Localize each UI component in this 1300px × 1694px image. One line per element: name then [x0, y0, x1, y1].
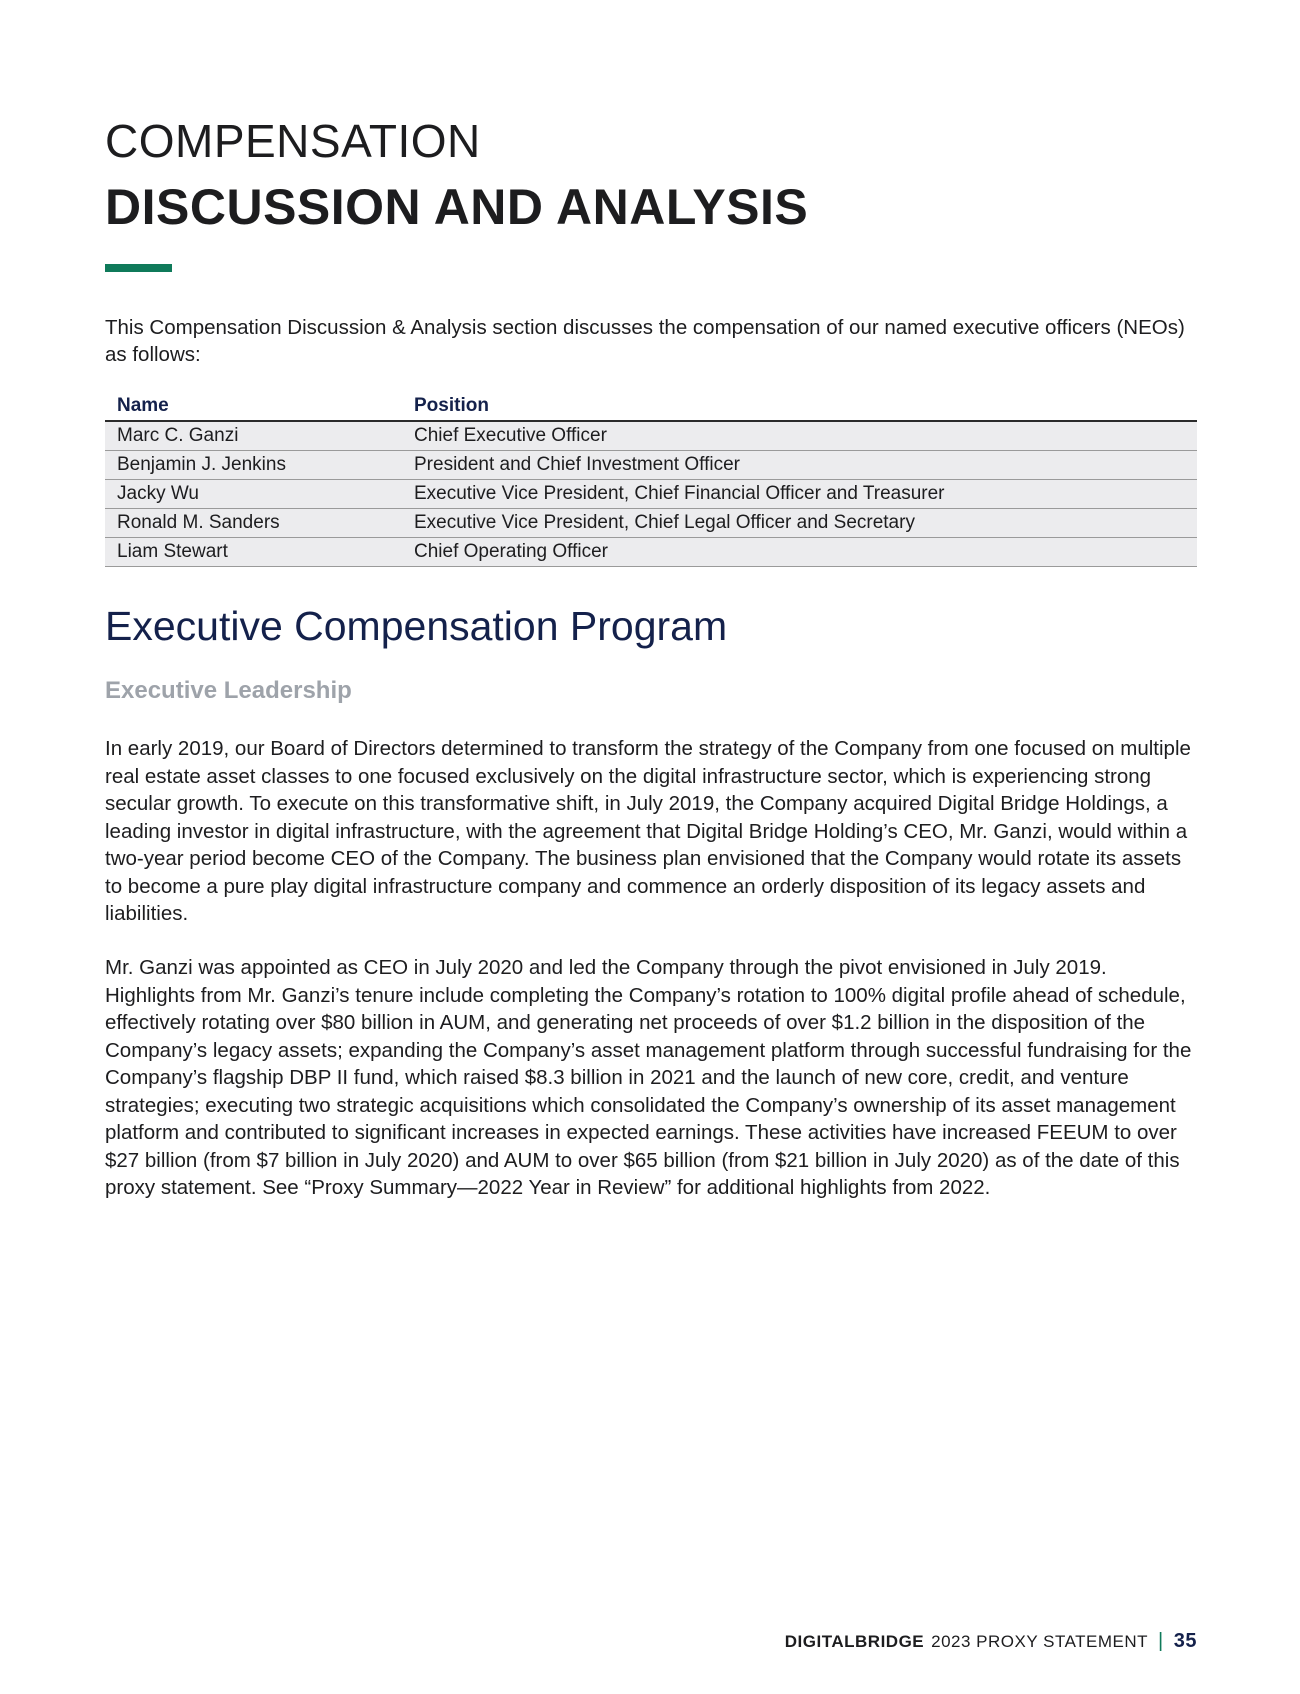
title-accent-bar: [105, 264, 172, 272]
document-page: [105, 0, 1197, 1694]
neo-position: President and Chief Investment Officer: [402, 451, 1197, 480]
table-row: [105, 509, 1197, 538]
table-header-row: [105, 393, 1197, 421]
neo-name: Ronald M. Sanders: [105, 509, 402, 538]
footer-brand: DIGITALBRIDGE: [784, 1631, 925, 1651]
table-row: [105, 451, 1197, 480]
neo-name: Jacky Wu: [105, 480, 402, 509]
neo-position: Chief Executive Officer: [402, 421, 1197, 451]
section-heading: Executive Compensation Program: [105, 603, 728, 649]
section-subheading: Executive Leadership: [105, 677, 352, 704]
footer-separator: |: [1158, 1630, 1164, 1652]
neo-name: Benjamin J. Jenkins: [105, 451, 402, 480]
neo-position: Executive Vice President, Chief Financial Officer and Treasurer: [402, 480, 1197, 509]
table-row: [105, 538, 1197, 567]
neo-name: Liam Stewart: [105, 538, 402, 567]
column-header-name: Name: [105, 393, 402, 421]
neo-position: Chief Operating Officer: [402, 538, 1197, 567]
neo-name: Marc C. Ganzi: [105, 421, 402, 451]
body-paragraph-2: Mr. Ganzi was appointed as CEO in July 2020 and led the Company through the pivot envisioned in July 2019. Highlights from Mr. Ganzi’s tenure include completing the Company’s rotation to 100% digital profile ahead of schedule, effectively rotating over $80 billion in AUM, and generating net proceeds of over $1.2 billion in the disposition of the Company’s legacy assets; expanding the Company’s asset management platform through successful fundraising for the Company’s flagship DBP II fund, which raised $8.3 billion in 2021 and the launch of new core, credit, and venture strategies; executing two strategic acquisitions which consolidated the Company’s ownership of its asset management platform and contributed to significant increases in expected earnings. These activities have increased FEEUM to over $27 billion (from $7 billion in July 2020) and AUM to over $65 billion (from $21 billion in July 2020) as of the date of this proxy statement. See “Proxy Summary—2022 Year in Review” for additional highlights from 2022.: [105, 956, 1192, 1199]
neo-table: [105, 393, 1197, 567]
table-row: [105, 421, 1197, 451]
page-number: 35: [1173, 1630, 1197, 1652]
column-header-position: Position: [402, 393, 1197, 421]
page-title-line2: DISCUSSION AND ANALYSIS: [105, 179, 809, 235]
footer-document-title: 2023 PROXY STATEMENT: [931, 1631, 1149, 1651]
neo-position: Executive Vice President, Chief Legal Officer and Secretary: [402, 509, 1197, 538]
page-footer: [785, 1630, 1197, 1653]
page-title-line1: COMPENSATION: [105, 115, 481, 167]
intro-paragraph: This Compensation Discussion & Analysis section discusses the compensation of our named executive officers (NEOs) as follows:: [105, 316, 1185, 366]
body-paragraph-1: In early 2019, our Board of Directors determined to transform the strategy of the Company from one focused on multiple real estate asset classes to one focused exclusively on the digital infrastructure sector, which is experiencing strong secular growth. To execute on this transformative shift, in July 2019, the Company acquired Digital Bridge Holdings, a leading investor in digital infrastructure, with the agreement that Digital Bridge Holding’s CEO, Mr. Ganzi, would within a two-year period become CEO of the Company. The business plan envisioned that the Company would rotate its assets to become a pure play digital infrastructure company and commence an orderly disposition of its legacy assets and liabilities.: [105, 737, 1191, 925]
table-row: [105, 480, 1197, 509]
